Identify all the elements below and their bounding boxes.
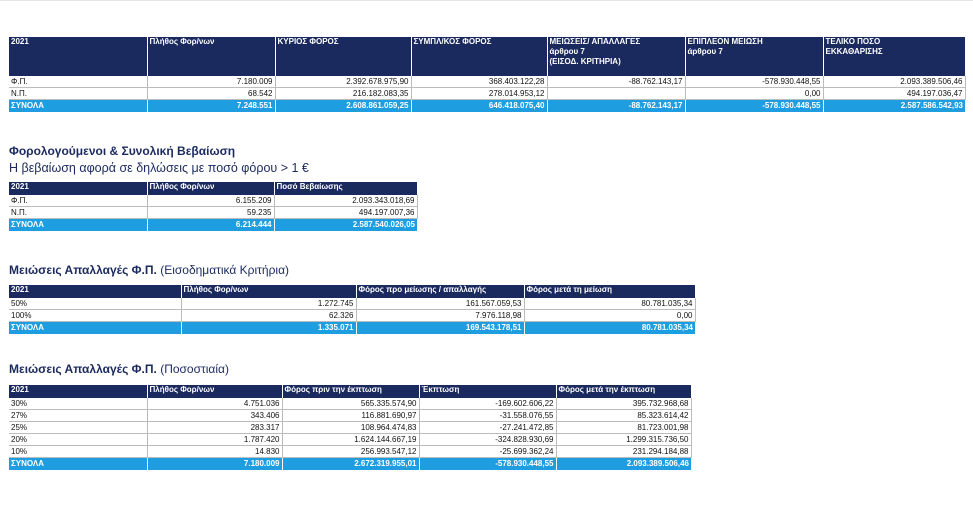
- cell: 81.723.001,98: [556, 422, 691, 434]
- cell: 256.993.547,12: [282, 446, 419, 458]
- total-cell: 2.608.861.059,25: [275, 100, 411, 113]
- section-title-bold: Μειώσεις Απαλλαγές Φ.Π.: [9, 362, 157, 376]
- col-header-extra-reduction: [685, 37, 823, 76]
- cell: 59.235: [147, 207, 274, 219]
- table-header-row: [9, 285, 695, 298]
- col-header-reductions-line2: άρθρου 7: [549, 47, 585, 56]
- row-label: Ν.Π.: [9, 88, 147, 100]
- cell: 2.093.389.506,46: [823, 76, 965, 88]
- total-label: ΣΥΝΟΛΑ: [9, 100, 147, 113]
- col-header-tax-before: Φόρος προ μείωσης / απαλλαγής: [356, 285, 524, 298]
- cell: 1.272.745: [181, 298, 356, 310]
- cell: 494.197.007,36: [274, 207, 417, 219]
- col-header-final-amount-line2: ΕΚΚΑΘΑΡΙΣΗΣ: [825, 47, 883, 56]
- cell: 68.542: [147, 88, 275, 100]
- cell: -31.558.076,55: [419, 410, 556, 422]
- total-cell: 6.214.444: [147, 219, 274, 232]
- total-cell: 169.543.178,51: [356, 322, 524, 335]
- cell: 343.406: [147, 410, 282, 422]
- row-label: 25%: [9, 422, 147, 434]
- col-header-taxpayers: Πλήθος Φορ/νων: [181, 285, 356, 298]
- table-row: [9, 298, 695, 310]
- cell: -88.762.143,17: [547, 76, 685, 88]
- col-header-year: 2021: [9, 37, 147, 76]
- table-row: [9, 434, 691, 446]
- col-header-reductions: [547, 37, 685, 76]
- cell: 108.964.474,83: [282, 422, 419, 434]
- total-cell: -88.762.143,17: [547, 100, 685, 113]
- cell: 7.180.009: [147, 76, 275, 88]
- row-label: Ν.Π.: [9, 207, 147, 219]
- cell: 7.976.118,98: [356, 310, 524, 322]
- cell: 6.155.209: [147, 195, 274, 207]
- cell: 161.567.059,53: [356, 298, 524, 310]
- table-row: [9, 207, 417, 219]
- assessment-table: [9, 182, 418, 231]
- total-row: [9, 219, 417, 232]
- cell: -25.699.362,24: [419, 446, 556, 458]
- cell: 2.392.678.975,90: [275, 76, 411, 88]
- col-header-supplementary-tax: ΣΥΜΠΛ/ΚΟΣ ΦΟΡΟΣ: [411, 37, 547, 76]
- total-label: ΣΥΝΟΛΑ: [9, 219, 147, 232]
- section-title-percentage: [9, 362, 229, 376]
- section-title-bold: Μειώσεις Απαλλαγές Φ.Π.: [9, 263, 157, 277]
- total-label: ΣΥΝΟΛΑ: [9, 458, 147, 471]
- cell: [547, 88, 685, 100]
- cell: -578.930.448,55: [685, 76, 823, 88]
- cell: 494.197.036,47: [823, 88, 965, 100]
- row-label: 100%: [9, 310, 181, 322]
- cell: -324.828.930,69: [419, 434, 556, 446]
- row-label: Φ.Π.: [9, 195, 147, 207]
- total-row: [9, 322, 695, 335]
- table-row: [9, 398, 691, 410]
- row-label: 30%: [9, 398, 147, 410]
- table-row: [9, 195, 417, 207]
- row-label: Φ.Π.: [9, 76, 147, 88]
- col-header-reductions-line3: (ΕΙΣΟΔ. ΚΡΙΤΗΡΙΑ): [549, 57, 621, 66]
- section-title-assessment: Φορολογούμενοι & Συνολική Βεβαίωση: [9, 144, 236, 158]
- cell: 368.403.122,28: [411, 76, 547, 88]
- section-title-income-criteria: [9, 263, 289, 277]
- total-cell: 2.587.540.026,05: [274, 219, 417, 232]
- total-cell: 7.248.551: [147, 100, 275, 113]
- cell: 14.830: [147, 446, 282, 458]
- section-title-normal: (Ποσοστιαία): [156, 362, 229, 376]
- col-header-tax-before-discount: Φόρος πριν την έκπτωση: [282, 385, 419, 398]
- col-header-extra-reduction-line2: άρθρου 7: [687, 47, 723, 56]
- total-cell: 2.093.389.506,46: [556, 458, 691, 471]
- col-header-tax-after: Φόρος μετά τη μείωση: [524, 285, 695, 298]
- row-label: 27%: [9, 410, 147, 422]
- total-cell: 646.418.075,40: [411, 100, 547, 113]
- cell: 2.093.343.018,69: [274, 195, 417, 207]
- table-row: [9, 446, 691, 458]
- percentage-reductions-table: [9, 385, 692, 470]
- col-header-year: 2021: [9, 385, 147, 398]
- total-label: ΣΥΝΟΛΑ: [9, 322, 181, 335]
- table-row: [9, 310, 695, 322]
- cell: 231.294.184,88: [556, 446, 691, 458]
- cell: 62.326: [181, 310, 356, 322]
- cell: 116.881.690,97: [282, 410, 419, 422]
- cell: 0,00: [524, 310, 695, 322]
- total-row: [9, 100, 965, 113]
- col-header-main-tax: ΚΥΡΙΟΣ ΦΟΡΟΣ: [275, 37, 411, 76]
- cell: -169.602.606,22: [419, 398, 556, 410]
- cell: 1.624.144.667,19: [282, 434, 419, 446]
- col-header-year: 2021: [9, 285, 181, 298]
- total-cell: 1.335.071: [181, 322, 356, 335]
- tax-summary-table: [9, 37, 966, 112]
- row-label: 10%: [9, 446, 147, 458]
- col-header-final-amount: [823, 37, 965, 76]
- cell: -27.241.472,85: [419, 422, 556, 434]
- top-divider: [0, 0, 973, 1]
- total-cell: 80.781.035,34: [524, 322, 695, 335]
- col-header-year: 2021: [9, 182, 147, 195]
- cell: 1.787.420: [147, 434, 282, 446]
- col-header-final-amount-line1: ΤΕΛΙΚΟ ΠΟΣΟ: [825, 37, 881, 46]
- table-row: [9, 76, 965, 88]
- section-title-normal: (Εισοδηματικά Κριτήρια): [156, 263, 290, 277]
- col-header-taxpayers: Πλήθος Φορ/νων: [147, 385, 282, 398]
- table-row: [9, 88, 965, 100]
- col-header-taxpayers: Πλήθος Φορ/νων: [147, 37, 275, 76]
- row-label: 20%: [9, 434, 147, 446]
- cell: 395.732.968,68: [556, 398, 691, 410]
- table-row: [9, 410, 691, 422]
- total-cell: -578.930.448,55: [419, 458, 556, 471]
- col-header-taxpayers: Πλήθος Φορ/νων: [147, 182, 274, 195]
- cell: 283.317: [147, 422, 282, 434]
- col-header-reductions-line1: ΜΕΙΩΣΕΙΣ/ ΑΠΑΛΛΑΓΕΣ: [549, 37, 641, 46]
- cell: 1.299.315.736,50: [556, 434, 691, 446]
- table-header-row: [9, 182, 417, 195]
- cell: 565.335.574,90: [282, 398, 419, 410]
- total-cell: -578.930.448,55: [685, 100, 823, 113]
- section-subtitle-assessment: Η βεβαίωση αφορά σε δηλώσεις με ποσό φόρου > 1 €: [9, 161, 309, 175]
- cell: 278.014.953,12: [411, 88, 547, 100]
- total-row: [9, 458, 691, 471]
- cell: 4.751.036: [147, 398, 282, 410]
- cell: 0,00: [685, 88, 823, 100]
- col-header-assessment-amount: Ποσό Βεβαίωσης: [274, 182, 417, 195]
- total-cell: 2.672.319.955,01: [282, 458, 419, 471]
- total-cell: 7.180.009: [147, 458, 282, 471]
- cell: 85.323.614,42: [556, 410, 691, 422]
- cell: 80.781.035,34: [524, 298, 695, 310]
- total-cell: 2.587.586.542,93: [823, 100, 965, 113]
- cell: 216.182.083,35: [275, 88, 411, 100]
- income-criteria-table: [9, 285, 696, 334]
- table-row: [9, 422, 691, 434]
- col-header-tax-after-discount: Φόρος μετά την έκπτωση: [556, 385, 691, 398]
- row-label: 50%: [9, 298, 181, 310]
- col-header-extra-reduction-line1: ΕΠΙΠΛΕΟΝ ΜΕΙΩΣΗ: [687, 37, 763, 46]
- table-header-row: [9, 37, 965, 76]
- col-header-discount: Έκπτωση: [419, 385, 556, 398]
- table-header-row: [9, 385, 691, 398]
